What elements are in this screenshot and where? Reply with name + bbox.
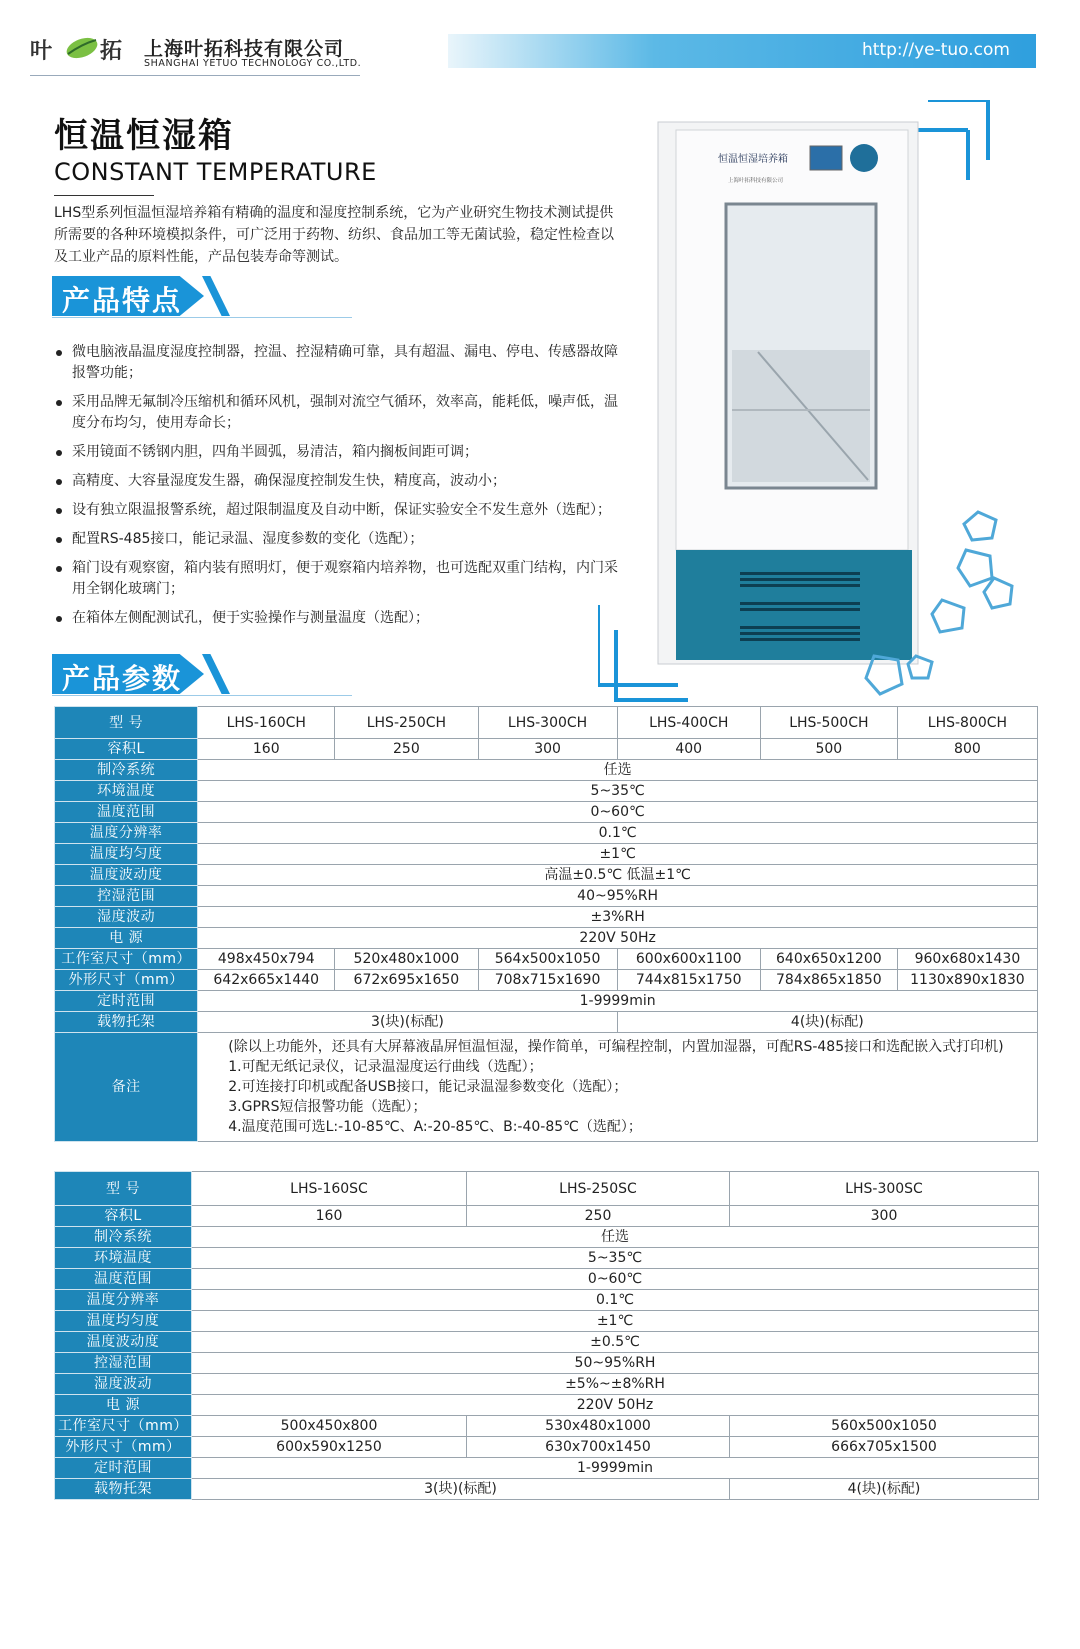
table-row — [55, 802, 1038, 823]
chamber-cell: 498x450x794 — [198, 949, 335, 970]
row-label: 湿度波动 — [55, 1374, 192, 1395]
features-list — [54, 342, 624, 637]
chamber-cell: 600x600x1100 — [617, 949, 760, 970]
row-label: 电 源 — [55, 928, 198, 949]
chamber-cell: 640x650x1200 — [760, 949, 897, 970]
remark-line: 1.可配无纸记录仪，记录温湿度运行曲线（选配）； — [228, 1059, 543, 1075]
row-label: 温度分辨率 — [55, 823, 198, 844]
value-cell: 1-9999min — [192, 1458, 1039, 1479]
value-cell: 4(块)(标配) — [617, 1012, 1037, 1033]
company-name-cn: 上海叶拓科技有限公司 — [144, 38, 345, 60]
feature-item: 配置RS-485接口，能记录温、湿度参数的变化（选配）； — [54, 529, 624, 550]
product-title: 恒温恒湿箱 — [54, 116, 234, 156]
row-label: 外形尺寸（mm） — [55, 1437, 192, 1458]
outer-cell: 708x715x1690 — [478, 970, 617, 991]
row-label: 工作室尺寸（mm） — [55, 1416, 192, 1437]
row-label: 温度分辨率 — [55, 1290, 192, 1311]
feature-item: 微电脑液晶温度湿度控制器，控温、控湿精确可靠，具有超温、漏电、停电、传感器故障报警功能； — [54, 342, 624, 384]
model-cell: LHS-500CH — [760, 707, 897, 739]
heading-slash — [202, 654, 230, 694]
value-cell: 任选 — [192, 1227, 1039, 1248]
row-label: 型 号 — [55, 707, 198, 739]
table-row — [55, 1269, 1039, 1290]
logo-char-left: 叶 — [30, 39, 53, 64]
outer-cell: 600x590x1250 — [192, 1437, 467, 1458]
row-label: 温度均匀度 — [55, 844, 198, 865]
value-cell: ±0.5℃ — [192, 1332, 1039, 1353]
outer-cell: 1130x890x1830 — [897, 970, 1037, 991]
value-cell: 任选 — [198, 760, 1038, 781]
cabinet-maker: 上海叶拓科技有限公司 — [728, 178, 784, 184]
row-label: 型 号 — [55, 1172, 192, 1206]
value-cell: ±3%RH — [198, 907, 1038, 928]
leaf-logo-icon — [64, 34, 100, 62]
website-link[interactable]: http://ye-tuo.com — [862, 40, 1010, 60]
value-cell: 高温±0.5℃ 低温±1℃ — [198, 865, 1038, 886]
value-cell: ±1℃ — [198, 844, 1038, 865]
table-row — [55, 1311, 1039, 1332]
table-row — [55, 739, 1038, 760]
remark-line: 3.GPRS短信报警功能（选配）； — [228, 1099, 427, 1115]
row-label: 电 源 — [55, 1395, 192, 1416]
value-cell: 220V 50Hz — [198, 928, 1038, 949]
model-cell: LHS-250SC — [467, 1172, 730, 1206]
table-row — [55, 1227, 1039, 1248]
row-label: 载物托架 — [55, 1479, 192, 1500]
table-row — [55, 949, 1038, 970]
value-cell: 0.1℃ — [198, 823, 1038, 844]
row-label: 温度波动度 — [55, 865, 198, 886]
value-cell: ±1℃ — [192, 1311, 1039, 1332]
row-label: 外形尺寸（mm） — [55, 970, 198, 991]
table-row — [55, 781, 1038, 802]
outer-cell: 642x665x1440 — [198, 970, 335, 991]
value-cell: ±5%~±8%RH — [192, 1374, 1039, 1395]
row-label: 工作室尺寸（mm） — [55, 949, 198, 970]
outer-cell: 672x695x1650 — [335, 970, 478, 991]
chamber-cell: 520x480x1000 — [335, 949, 478, 970]
row-label: 制冷系统 — [55, 760, 198, 781]
volume-cell: 250 — [335, 739, 478, 760]
page-header — [0, 0, 1080, 90]
heading-slash — [202, 276, 230, 316]
value-cell: 5~35℃ — [198, 781, 1038, 802]
table-row — [55, 991, 1038, 1012]
table-row — [55, 1353, 1039, 1374]
model-cell: LHS-300CH — [478, 707, 617, 739]
row-label: 温度均匀度 — [55, 1311, 192, 1332]
table-row — [55, 928, 1038, 949]
row-label: 环境温度 — [55, 1248, 192, 1269]
features-heading-rule — [52, 317, 352, 318]
chamber-cell: 564x500x1050 — [478, 949, 617, 970]
company-name-en: SHANGHAI YETUO TECHNOLOGY CO.,LTD. — [144, 58, 362, 69]
value-cell: 3(块)(标配) — [198, 1012, 617, 1033]
table-row — [55, 1416, 1039, 1437]
model-cell: LHS-300SC — [730, 1172, 1039, 1206]
features-heading-text: 产品特点 — [62, 284, 183, 317]
table-row — [55, 1395, 1039, 1416]
params-heading-rule — [52, 695, 352, 696]
table-row — [55, 1437, 1039, 1458]
company-logo[interactable] — [30, 32, 370, 76]
table-row — [55, 907, 1038, 928]
table-row — [55, 970, 1038, 991]
volume-cell: 500 — [760, 739, 897, 760]
cabinet-label: 恒温恒湿培养箱 — [718, 154, 788, 165]
product-subtitle: CONSTANT TEMPERATURE — [54, 158, 377, 186]
table-row — [55, 1206, 1039, 1227]
table-row — [55, 1479, 1039, 1500]
chamber-cell: 530x480x1000 — [467, 1416, 730, 1437]
model-cell: LHS-160CH — [198, 707, 335, 739]
feature-item: 设有独立限温报警系统，超过限制温度及自动中断，保证实验安全不发生意外（选配）； — [54, 500, 624, 521]
chamber-cell: 500x450x800 — [192, 1416, 467, 1437]
table-row — [55, 844, 1038, 865]
chamber-cell: 560x500x1050 — [730, 1416, 1039, 1437]
table-row — [55, 1012, 1038, 1033]
chamber-cell: 960x680x1430 — [897, 949, 1037, 970]
title-divider — [54, 195, 154, 196]
outer-cell: 630x700x1450 — [467, 1437, 730, 1458]
feature-item: 采用品牌无氟制冷压缩机和循环风机，强制对流空气循环，效率高，能耗低，噪声低，温度分布均匀，使用寿命长； — [54, 392, 624, 434]
params-heading — [52, 654, 232, 694]
model-cell: LHS-250CH — [335, 707, 478, 739]
feature-item: 箱门设有观察窗，箱内装有照明灯，便于观察箱内培养物，也可选配双重门结构，内门采用全钢化玻璃门； — [54, 558, 624, 600]
logo-char-right: 拓 — [100, 39, 123, 64]
remark-line: 4.温度范围可选L:-10-85℃、A:-20-85℃、B:-40-85℃（选配）； — [228, 1119, 642, 1135]
table-row — [55, 886, 1038, 907]
value-cell: 4(块)(标配) — [730, 1479, 1039, 1500]
value-cell: 0~60℃ — [198, 802, 1038, 823]
model-cell: LHS-400CH — [617, 707, 760, 739]
value-cell: 40~95%RH — [198, 886, 1038, 907]
volume-cell: 800 — [897, 739, 1037, 760]
outer-cell: 666x705x1500 — [730, 1437, 1039, 1458]
table-row — [55, 707, 1038, 739]
table-row — [55, 760, 1038, 781]
row-label: 温度范围 — [55, 1269, 192, 1290]
model-cell: LHS-800CH — [897, 707, 1037, 739]
table-row — [55, 823, 1038, 844]
product-intro: LHS型系列恒温恒湿培养箱有精确的温度和湿度控制系统，它为产业研究生物技术测试提供所需要的各种环境模拟条件，可广泛用于药物、纺织、食品加工等无菌试验，稳定性检查以及工业产品的原料性能，产品包装寿命等测试。 — [54, 205, 614, 265]
row-label: 定时范围 — [55, 1458, 192, 1479]
volume-cell: 300 — [478, 739, 617, 760]
row-label: 温度范围 — [55, 802, 198, 823]
row-label: 容积L — [55, 1206, 192, 1227]
value-cell: 50~95%RH — [192, 1353, 1039, 1374]
remark-line: 2.可连接打印机或配备USB接口，能记录温湿参数变化（选配）； — [228, 1079, 628, 1095]
row-label: 容积L — [55, 739, 198, 760]
value-cell: 1-9999min — [198, 991, 1038, 1012]
features-heading — [52, 276, 232, 316]
table-row — [55, 865, 1038, 886]
spec-table-ch — [54, 706, 1038, 1142]
value-cell: 3(块)(标配) — [192, 1479, 730, 1500]
row-label: 湿度波动 — [55, 907, 198, 928]
row-label: 控湿范围 — [55, 886, 198, 907]
table-row — [55, 1290, 1039, 1311]
volume-cell: 160 — [192, 1206, 467, 1227]
feature-item: 高精度、大容量湿度发生器，确保湿度控制发生快，精度高，波动小； — [54, 471, 624, 492]
feature-item: 在箱体左侧配测试孔，便于实验操作与测量温度（选配）； — [54, 608, 624, 629]
row-label: 载物托架 — [55, 1012, 198, 1033]
table-row — [55, 1374, 1039, 1395]
remarks-cell — [198, 1033, 1038, 1142]
row-label: 温度波动度 — [55, 1332, 192, 1353]
row-label: 环境温度 — [55, 781, 198, 802]
value-cell: 0.1℃ — [192, 1290, 1039, 1311]
outer-cell: 744x815x1750 — [617, 970, 760, 991]
value-cell: 220V 50Hz — [192, 1395, 1039, 1416]
remark-line: (除以上功能外，还具有大屏幕液晶屏恒温恒湿，操作简单，可编程控制，内置加湿器，可配RS-485接口和选配嵌入式打印机) — [228, 1039, 1004, 1055]
row-label: 备注 — [55, 1033, 198, 1142]
feature-item: 采用镜面不锈钢内胆，四角半圆弧，易清洁，箱内搁板间距可调； — [54, 442, 624, 463]
value-cell: 5~35℃ — [192, 1248, 1039, 1269]
spec-table-sc — [54, 1171, 1039, 1500]
table-row — [55, 1033, 1038, 1142]
url-banner — [448, 34, 1036, 68]
logo-underline — [30, 75, 360, 76]
params-heading-text: 产品参数 — [62, 662, 183, 695]
table-row — [55, 1248, 1039, 1269]
table-row — [55, 1172, 1039, 1206]
volume-cell: 160 — [198, 739, 335, 760]
row-label: 制冷系统 — [55, 1227, 192, 1248]
model-cell: LHS-160SC — [192, 1172, 467, 1206]
table-row — [55, 1332, 1039, 1353]
row-label: 控湿范围 — [55, 1353, 192, 1374]
table-row — [55, 1458, 1039, 1479]
volume-cell: 400 — [617, 739, 760, 760]
outer-cell: 784x865x1850 — [760, 970, 897, 991]
row-label: 定时范围 — [55, 991, 198, 1012]
value-cell: 0~60℃ — [192, 1269, 1039, 1290]
volume-cell: 250 — [467, 1206, 730, 1227]
volume-cell: 300 — [730, 1206, 1039, 1227]
product-photo — [598, 100, 1038, 740]
